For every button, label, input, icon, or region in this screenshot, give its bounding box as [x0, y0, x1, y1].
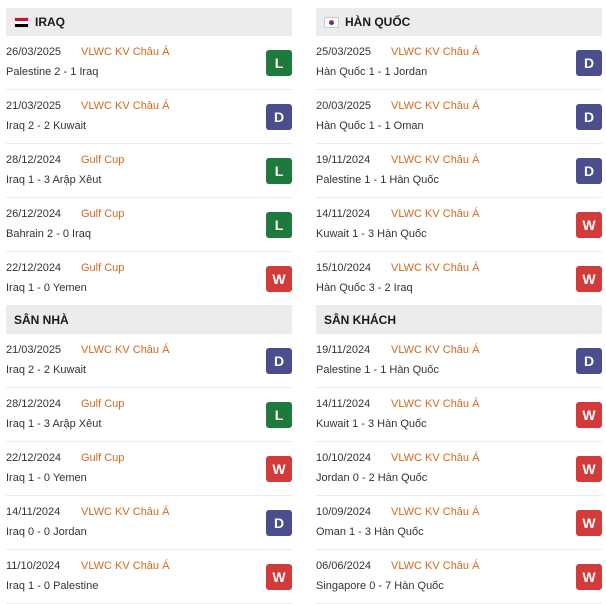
- result-badge: L: [266, 158, 292, 184]
- match-score: Iraq 1 - 3 Arập Xêut: [6, 174, 102, 186]
- match-date: 22/12/2024: [6, 452, 62, 464]
- result-badge: W: [266, 564, 292, 590]
- match-score: Palestine 1 - 1 Hàn Quốc: [316, 174, 439, 186]
- panel-san-khach: [316, 306, 602, 604]
- match-competition[interactable]: VLWC KV Châu Á: [81, 560, 170, 572]
- result-badge: D: [576, 50, 602, 76]
- match-row[interactable]: [6, 36, 292, 90]
- match-competition[interactable]: Gulf Cup: [81, 262, 125, 274]
- match-competition[interactable]: Gulf Cup: [81, 452, 125, 464]
- match-date: 11/10/2024: [6, 560, 61, 572]
- match-score: Palestine 1 - 1 Hàn Quốc: [316, 364, 439, 376]
- match-score: Hàn Quốc 3 - 2 Iraq: [316, 282, 413, 294]
- match-competition[interactable]: VLWC KV Châu Á: [391, 560, 480, 572]
- panel-header: [316, 306, 602, 334]
- panel-header: [6, 8, 292, 36]
- match-score: Iraq 1 - 3 Arập Xêut: [6, 418, 102, 430]
- match-score: Kuwait 1 - 3 Hàn Quốc: [316, 228, 427, 240]
- match-competition[interactable]: Gulf Cup: [81, 154, 125, 166]
- match-row[interactable]: [6, 496, 292, 550]
- result-badge: L: [266, 50, 292, 76]
- result-badge: D: [266, 510, 292, 536]
- match-date: 25/03/2025: [316, 46, 372, 58]
- match-row[interactable]: [6, 334, 292, 388]
- match-score: Bahrain 2 - 0 Iraq: [6, 228, 91, 240]
- match-competition[interactable]: VLWC KV Châu Á: [81, 506, 170, 518]
- result-badge: W: [576, 510, 602, 536]
- match-score: Iraq 2 - 2 Kuwait: [6, 120, 87, 132]
- result-badge: W: [576, 456, 602, 482]
- match-score: Iraq 2 - 2 Kuwait: [6, 364, 87, 376]
- match-row[interactable]: [6, 252, 292, 306]
- match-date: 22/12/2024: [6, 262, 62, 274]
- match-row[interactable]: [6, 388, 292, 442]
- match-competition[interactable]: VLWC KV Châu Á: [391, 208, 480, 220]
- match-score: Palestine 2 - 1 Iraq: [6, 66, 99, 78]
- match-score: Jordan 0 - 2 Hàn Quốc: [316, 472, 428, 484]
- match-competition[interactable]: VLWC KV Châu Á: [391, 506, 480, 518]
- iraq-flag-icon: [14, 17, 29, 28]
- match-date: 28/12/2024: [6, 154, 62, 166]
- match-date: 10/09/2024: [316, 506, 372, 518]
- result-badge: D: [266, 104, 292, 130]
- match-date: 28/12/2024: [6, 398, 62, 410]
- panel-han-quoc: [316, 8, 602, 306]
- match-score: Iraq 1 - 0 Yemen: [6, 472, 87, 484]
- match-row[interactable]: [316, 388, 602, 442]
- match-score: Oman 1 - 3 Hàn Quốc: [316, 526, 424, 538]
- match-competition[interactable]: VLWC KV Châu Á: [391, 398, 480, 410]
- match-score: Hàn Quốc 1 - 1 Jordan: [316, 66, 428, 78]
- match-row[interactable]: [6, 442, 292, 496]
- match-date: 26/03/2025: [6, 46, 62, 58]
- match-row[interactable]: [316, 496, 602, 550]
- match-date: 19/11/2024: [316, 154, 371, 166]
- result-badge: W: [576, 266, 602, 292]
- panel-header: [6, 306, 292, 334]
- panel-san-nha: [6, 306, 292, 604]
- match-row[interactable]: [316, 90, 602, 144]
- match-row[interactable]: [6, 550, 292, 604]
- match-competition[interactable]: VLWC KV Châu Á: [81, 46, 170, 58]
- result-badge: W: [266, 456, 292, 482]
- match-competition[interactable]: VLWC KV Châu Á: [391, 100, 480, 112]
- match-row[interactable]: [316, 36, 602, 90]
- result-badge: W: [576, 212, 602, 238]
- match-competition[interactable]: VLWC KV Châu Á: [81, 344, 170, 356]
- match-date: 20/03/2025: [316, 100, 372, 112]
- match-row[interactable]: [316, 550, 602, 604]
- match-row[interactable]: [316, 442, 602, 496]
- match-score: Iraq 1 - 0 Palestine: [6, 580, 99, 592]
- result-badge: D: [576, 348, 602, 374]
- match-competition[interactable]: Gulf Cup: [81, 398, 125, 410]
- match-score: Singapore 0 - 7 Hàn Quốc: [316, 580, 444, 592]
- result-badge: W: [576, 564, 602, 590]
- panel-title: SÂN NHÀ: [14, 313, 69, 327]
- match-date: 10/10/2024: [316, 452, 372, 464]
- result-badge: D: [576, 104, 602, 130]
- match-date: 21/03/2025: [6, 344, 62, 356]
- korea-flag-icon: [324, 17, 339, 28]
- panel-title: SÂN KHÁCH: [324, 313, 396, 327]
- match-score: Kuwait 1 - 3 Hàn Quốc: [316, 418, 427, 430]
- match-competition[interactable]: VLWC KV Châu Á: [391, 46, 480, 58]
- match-date: 14/11/2024: [316, 208, 371, 220]
- result-badge: L: [266, 402, 292, 428]
- panel-title: IRAQ: [35, 15, 65, 29]
- match-date: 06/06/2024: [316, 560, 372, 572]
- result-badge: W: [266, 266, 292, 292]
- match-row[interactable]: [316, 198, 602, 252]
- result-badge: D: [266, 348, 292, 374]
- match-date: 14/11/2024: [6, 506, 61, 518]
- match-competition[interactable]: VLWC KV Châu Á: [81, 100, 170, 112]
- match-row[interactable]: [6, 198, 292, 252]
- match-score: Iraq 1 - 0 Yemen: [6, 282, 87, 294]
- match-competition[interactable]: VLWC KV Châu Á: [391, 154, 480, 166]
- match-score: Iraq 0 - 0 Jordan: [6, 526, 87, 538]
- match-row[interactable]: [316, 144, 602, 198]
- panel-iraq: [6, 8, 292, 306]
- match-date: 26/12/2024: [6, 208, 62, 220]
- panel-header: [316, 8, 602, 36]
- match-date: 19/11/2024: [316, 344, 371, 356]
- match-competition[interactable]: Gulf Cup: [81, 208, 125, 220]
- match-date: 15/10/2024: [316, 262, 372, 274]
- match-row[interactable]: [316, 252, 602, 306]
- match-score: Hàn Quốc 1 - 1 Oman: [316, 120, 424, 132]
- match-date: 14/11/2024: [316, 398, 371, 410]
- match-row[interactable]: [316, 334, 602, 388]
- match-date: 21/03/2025: [6, 100, 62, 112]
- match-row[interactable]: [6, 144, 292, 198]
- panel-title: HÀN QUỐC: [345, 15, 411, 29]
- match-competition[interactable]: VLWC KV Châu Á: [391, 344, 480, 356]
- result-badge: D: [576, 158, 602, 184]
- result-badge: W: [576, 402, 602, 428]
- match-row[interactable]: [6, 90, 292, 144]
- match-competition[interactable]: VLWC KV Châu Á: [391, 452, 480, 464]
- result-badge: L: [266, 212, 292, 238]
- match-competition[interactable]: VLWC KV Châu Á: [391, 262, 480, 274]
